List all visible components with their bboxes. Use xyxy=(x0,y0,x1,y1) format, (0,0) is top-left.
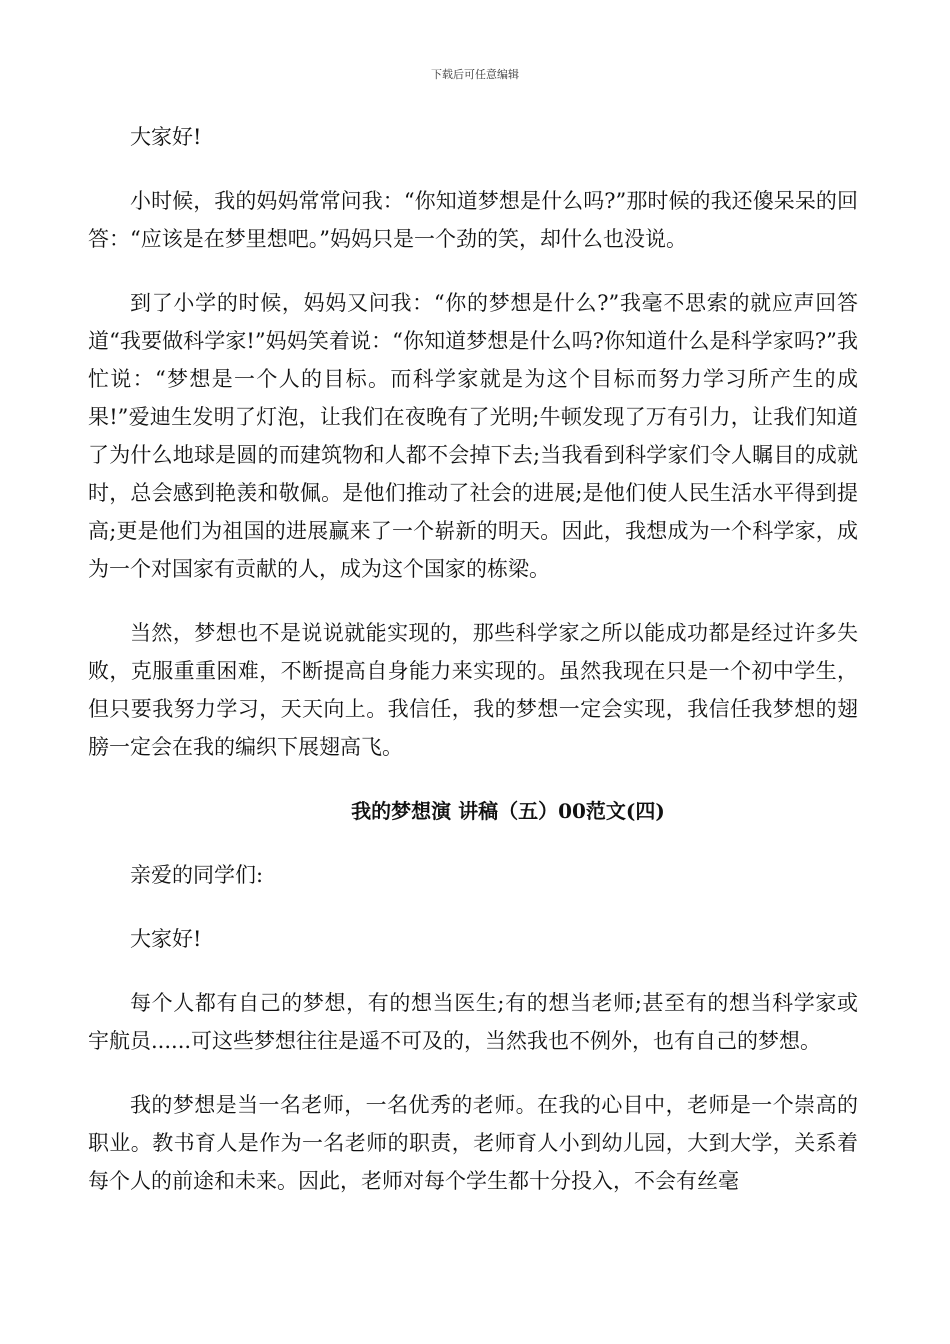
section-title: 我的梦想演 讲稿（五）00范文(四) xyxy=(351,799,665,823)
page-header: 下载后可任意编辑 xyxy=(431,68,519,81)
paragraph: 亲爱的同学们: xyxy=(130,863,264,887)
paragraph: 小时候，我的妈妈常常问我：“你知道梦想是什么吗?”那时候的我还傻呆呆的回答：“应该是在梦里想吧。”妈妈只是一个劲的笑，却什么也没说。 xyxy=(88,189,858,251)
paragraph: 我的梦想是当一名老师，一名优秀的老师。在我的心目中，老师是一个崇高的职业。教书育人是作为一名老师的职责，老师育人小到幼儿园，大到大学，关系着每个人的前途和未来。因此，老师对每个学生都十分投入，不会有丝毫 xyxy=(88,1093,858,1193)
paragraph: 到了小学的时候，妈妈又问我：“你的梦想是什么?”我毫不思索的就应声回答道“我要做科学家!”妈妈笑着说：“你知道梦想是什么吗?你知道什么是科学家吗?”我忙说：“梦想是一个人的目标。而科学家就是为这个目标而努力学习所产生的成果!”爱迪生发明了灯泡，让我们在夜晚有了光明;牛顿发现了万有引力，让我们知道了为什么地球是圆的而建筑物和人都不会掉下去;当我看到科学家们令人瞩目的成就时，总会感到艳羡和敬佩。是他们推动了社会的进展;是他们使人民生活水平得到提高;更是他们为祖国的进展赢来了一个崭新的明天。因此，我想成为一个科学家，成为一个对国家有贡献的人，成为这个国家的栋梁。 xyxy=(88,291,858,581)
paragraph: 大家好! xyxy=(130,125,202,149)
paragraph: 每个人都有自己的梦想，有的想当医生;有的想当老师;甚至有的想当科学家或宇航员......可这些梦想往往是遥不可及的，当然我也不例外，也有自己的梦想。 xyxy=(88,991,858,1053)
document-body xyxy=(88,118,858,1226)
paragraph: 当然，梦想也不是说说就能实现的，那些科学家之所以能成功都是经过许多失败，克服重重困难，不断提高自身能力来实现的。虽然我现在只是一个初中学生，但只要我努力学习，天天向上。我信任，我的梦想一定会实现，我信任我梦想的翅膀一定会在我的编织下展翅高飞。 xyxy=(88,621,858,759)
paragraph: 大家好! xyxy=(130,927,202,951)
